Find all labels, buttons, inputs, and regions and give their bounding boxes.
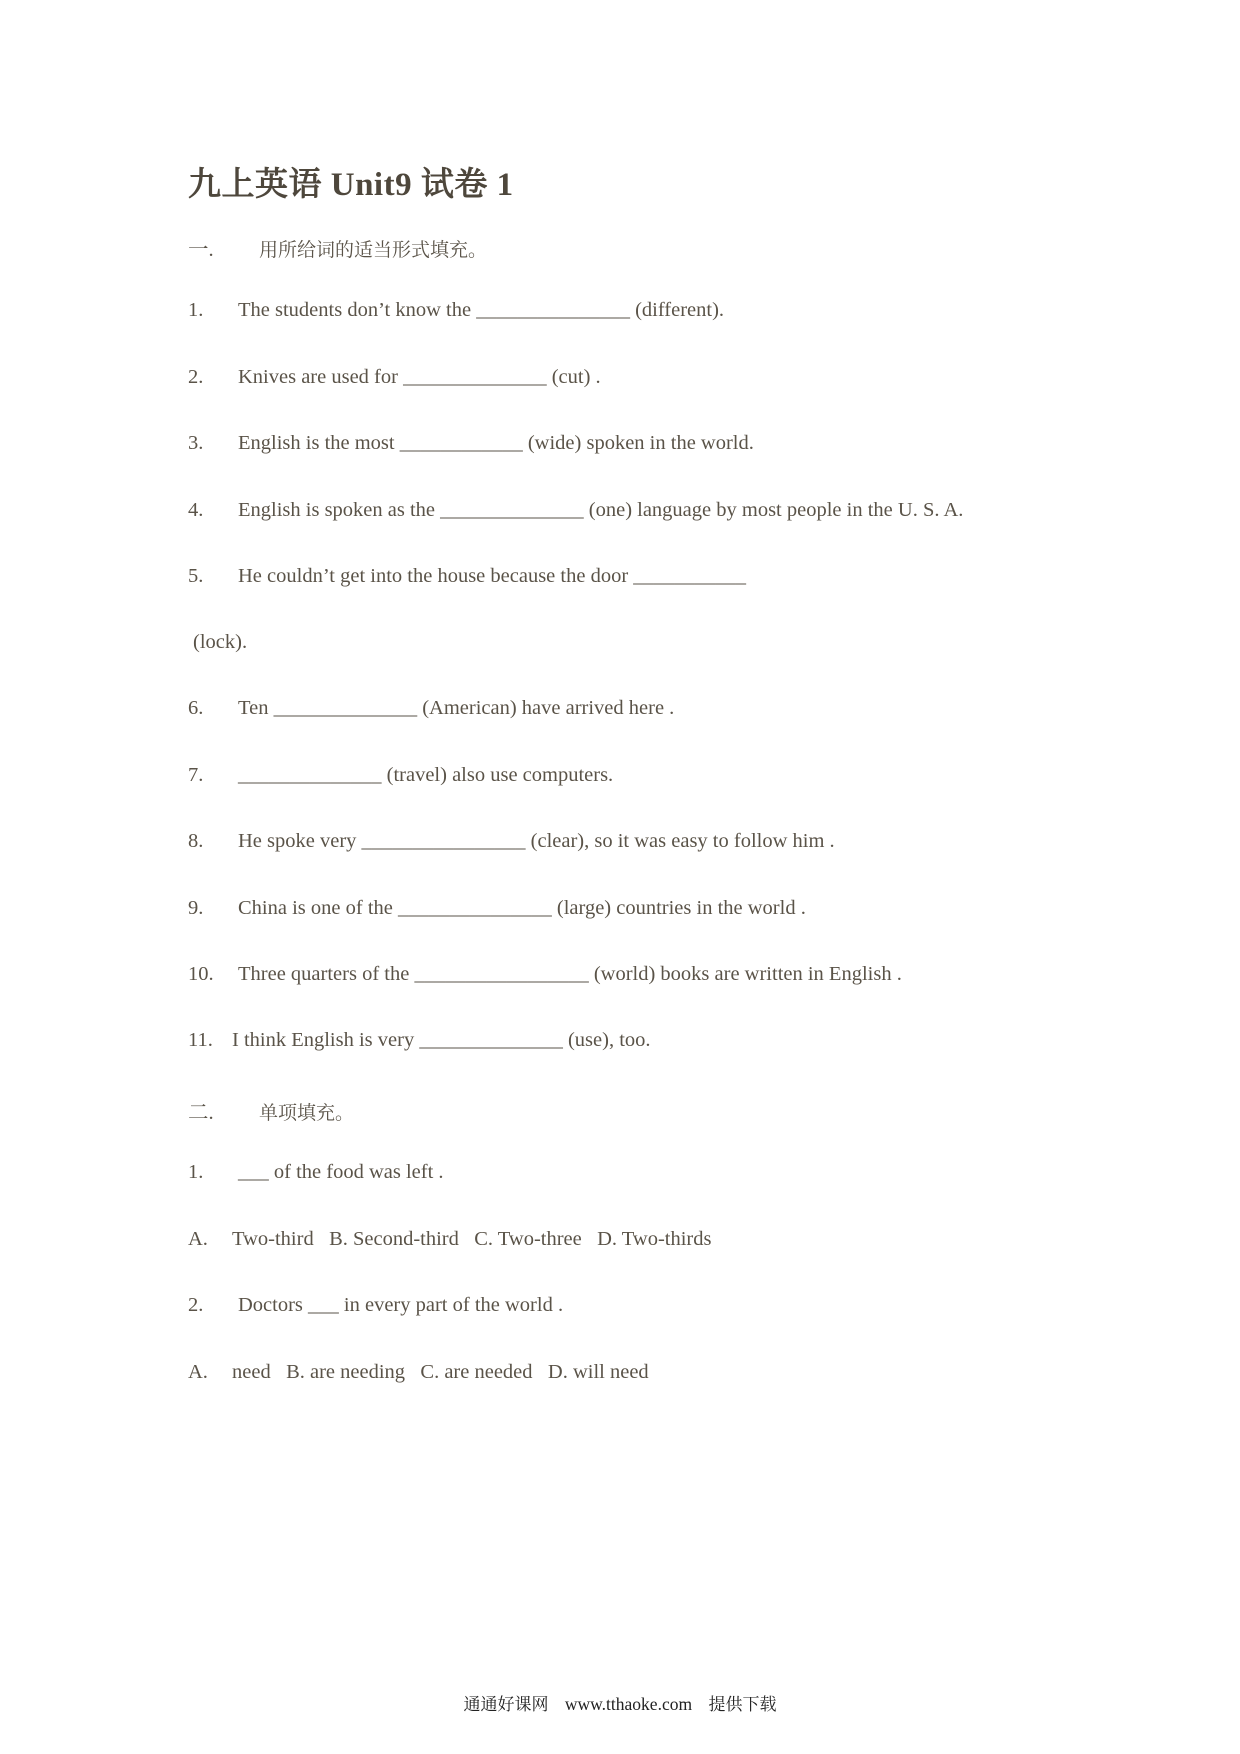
question-item xyxy=(188,299,724,322)
section-2-number: 二. xyxy=(188,1102,214,1124)
question-item xyxy=(188,1029,651,1052)
question-text: Ten ______________ (American) have arrived here . xyxy=(238,697,675,719)
section-1-title: 用所给词的适当形式填充。 xyxy=(259,239,488,261)
question-number: 10. xyxy=(188,963,214,985)
option-label: A. xyxy=(188,1361,208,1383)
question-item xyxy=(188,366,601,389)
question-text: He couldn’t get into the house because the door ___________ xyxy=(238,565,747,587)
question-text: Doctors ___ in every part of the world . xyxy=(238,1294,564,1316)
page-footer xyxy=(0,1690,1240,1715)
question-number: 1. xyxy=(188,1161,204,1183)
footer-url[interactable]: www.tthaoke.com xyxy=(564,1694,693,1714)
answer-options xyxy=(188,1361,649,1384)
question-text: China is one of the _______________ (large) countries in the world . xyxy=(238,897,806,919)
section-2-heading xyxy=(188,1095,354,1125)
question-item xyxy=(188,764,613,787)
question-number: 7. xyxy=(188,764,204,786)
question-item xyxy=(188,963,902,986)
question-item xyxy=(188,1294,563,1317)
question-item xyxy=(188,897,806,920)
question-text: (lock). xyxy=(193,631,248,653)
question-text: English is spoken as the ______________ (one) language by most people in the U. S. A. xyxy=(238,499,964,521)
question-text: Knives are used for ______________ (cut) . xyxy=(238,366,601,388)
question-item xyxy=(188,1161,444,1184)
question-text: ______________ (travel) also use computers. xyxy=(238,764,614,786)
question-item xyxy=(188,697,674,720)
question-item xyxy=(188,499,963,522)
option-text: Two-third B. Second-third C. Two-three D. Two-thirds xyxy=(232,1228,712,1250)
footer-suffix: 提供下载 xyxy=(708,1695,777,1715)
question-text: The students don’t know the _______________ (different). xyxy=(238,299,725,321)
footer-site-name: 通通好课网 xyxy=(463,1695,549,1715)
question-number: 2. xyxy=(188,366,204,388)
question-number: 3. xyxy=(188,432,204,454)
page-title: 九上英语 Unit9 试卷 1 xyxy=(188,167,514,203)
question-text: I think English is very ______________ (use), too. xyxy=(232,1029,651,1051)
question-continuation xyxy=(193,631,247,654)
question-number: 8. xyxy=(188,830,204,852)
question-item xyxy=(188,830,835,853)
question-number: 2. xyxy=(188,1294,204,1316)
option-label: A. xyxy=(188,1228,208,1250)
question-text: ___ of the food was left . xyxy=(238,1161,444,1183)
section-1-heading xyxy=(188,232,487,262)
section-2-title: 单项填充。 xyxy=(259,1102,355,1124)
question-number: 1. xyxy=(188,299,204,321)
question-number: 11. xyxy=(188,1029,213,1051)
question-item xyxy=(188,565,746,588)
question-item xyxy=(188,432,754,455)
answer-options xyxy=(188,1228,711,1251)
question-number: 4. xyxy=(188,499,204,521)
section-1-number: 一. xyxy=(188,239,214,261)
question-number: 5. xyxy=(188,565,204,587)
question-text: He spoke very ________________ (clear), so it was easy to follow him . xyxy=(238,830,835,852)
question-text: English is the most ____________ (wide) spoken in the world. xyxy=(238,432,754,454)
question-number: 6. xyxy=(188,697,204,719)
question-number: 9. xyxy=(188,897,204,919)
option-text: need B. are needing C. are needed D. will need xyxy=(232,1361,649,1383)
question-text: Three quarters of the _________________ (world) books are written in English . xyxy=(238,963,902,985)
